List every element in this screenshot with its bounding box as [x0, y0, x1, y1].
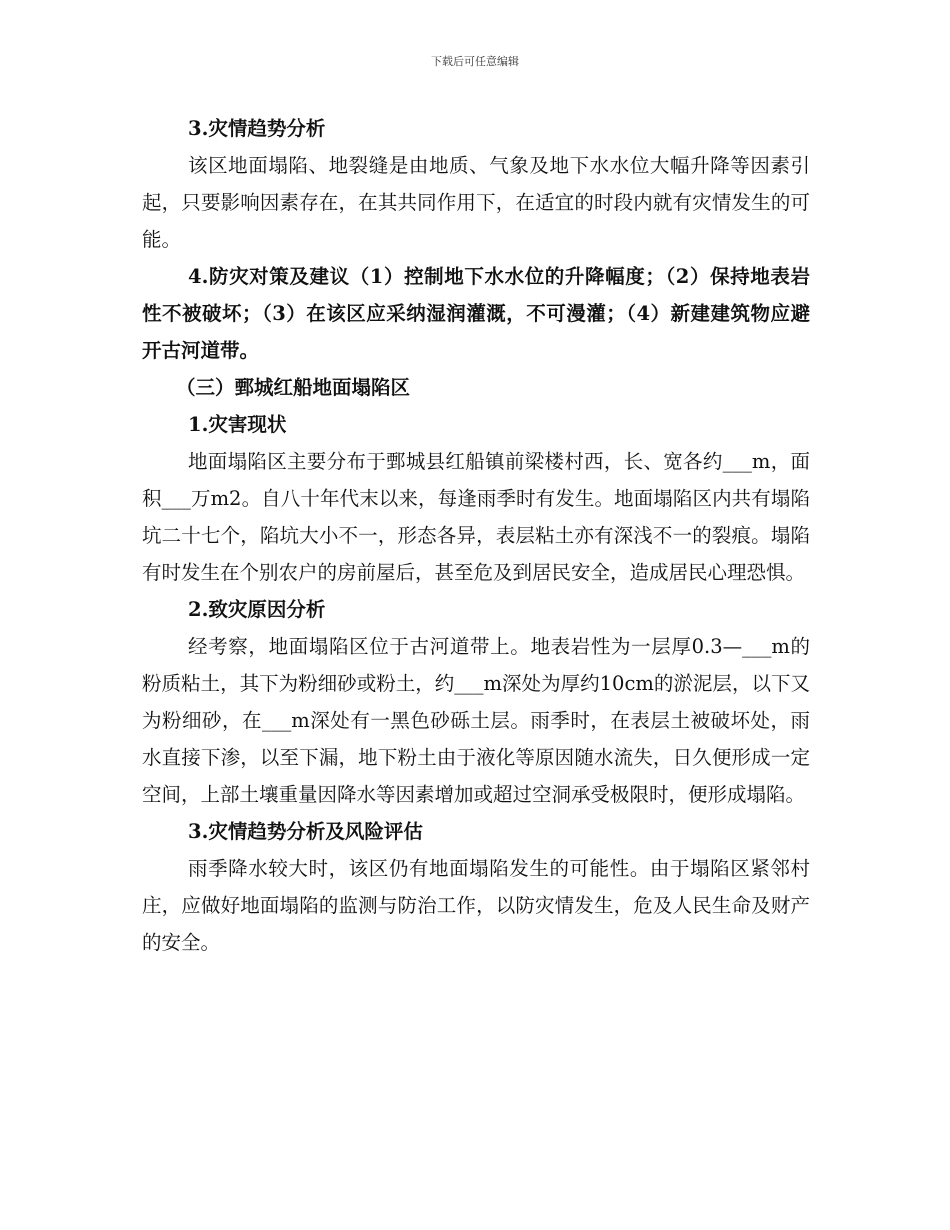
page-header: 下载后可任意编辑 — [431, 55, 519, 68]
heading-cause-analysis: 2.致灾原因分析 — [188, 598, 326, 621]
document-body — [142, 110, 810, 961]
paragraph-countermeasures: 4.防灾对策及建议（1）控制地下水水位的升降幅度；（2）保持地表岩性不被破坏；（3）在该区应采纳湿润灌溉，不可漫灌；（4）新建建筑物应避开古河道带。 — [142, 265, 810, 362]
paragraph-disaster-status: 地面塌陷区主要分布于鄄城县红船镇前梁楼村西，长、宽各约___m，面积___万m2。自八十年代末以来，每逢雨季时有发生。地面塌陷区内共有塌陷坑二十七个，陷坑大小不一，形态各异，表层粘土亦有深浅不一的裂痕。塌陷有时发生在个别农户的房前屋后，甚至危及到居民安全，造成居民心理恐惧。 — [142, 450, 810, 584]
heading-risk-assessment: 3.灾情趋势分析及风险评估 — [188, 820, 423, 843]
paragraph-risk-assessment: 雨季降水较大时，该区仍有地面塌陷发生的可能性。由于塌陷区紧邻村庄，应做好地面塌陷的监测与防治工作，以防灾情发生，危及人民生命及财产的安全。 — [142, 857, 810, 954]
paragraph-cause-analysis: 经考察，地面塌陷区位于古河道带上。地表岩性为一层厚0.3—___m的粉质粘土，其下为粉细砂或粉土，约___m深处为厚约10cm的淤泥层，以下又为粉细砂，在___m深处有一黑色砂砾土层。雨季时，在表层土被破坏处，雨水直接下渗，以至下漏，地下粉土由于液化等原因随水流失，日久便形成一定空间，上部土壤重量因降水等因素增加或超过空洞承受极限时，便形成塌陷。 — [142, 635, 810, 806]
section-title-hongchuan: （三）鄄城红船地面塌陷区 — [176, 376, 411, 399]
heading-trend-analysis: 3.灾情趋势分析 — [188, 117, 326, 140]
heading-disaster-status: 1.灾害现状 — [188, 413, 287, 436]
paragraph-trend: 该区地面塌陷、地裂缝是由地质、气象及地下水水位大幅升降等因素引起，只要影响因素存在，在其共同作用下，在适宜的时段内就有灾情发生的可能。 — [142, 154, 810, 251]
